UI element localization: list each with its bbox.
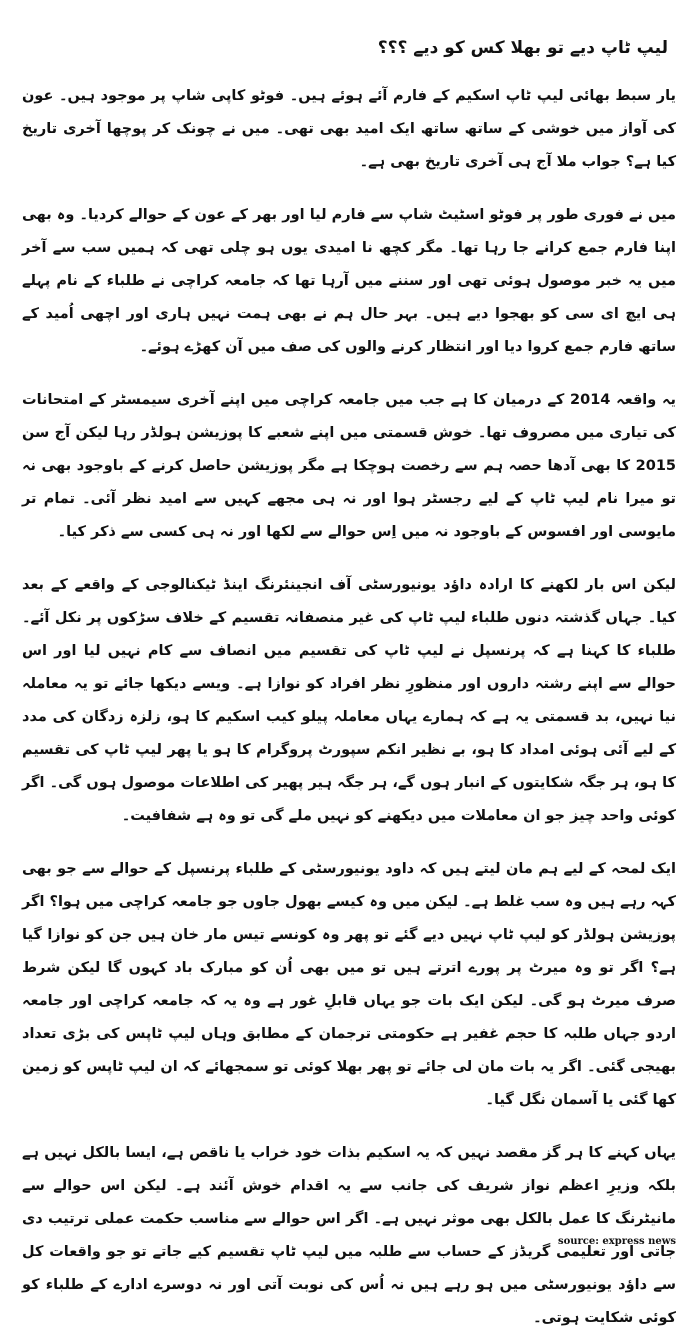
source-credit: source: express news <box>557 1236 676 1247</box>
article-paragraph-2: میں نے فوری طور پر فوٹو اسٹیٹ شاپ سے فارم لیا اور بھر کے عون کے حوالے کردیا۔ وہ بھی اپنا فارم جمع کرانے جا رہا تھا۔ مگر کچھ نا امیدی یوں ہو چلی تھی کہ ہمیں سب سے آخر میں یہ خبر موصول ہوئی تھی اور سننے میں آرہا تھا کہ جامعہ کراچی نے طلباء کے نام پہلے ہی ایچ ای سی کو بھجوا دیے ہیں۔ بہر حال ہم نے بھی ہمت نہیں ہاری اور اچھی اُمید کے ساتھ فارم جمع کروا دیا اور انتظار کرنے والوں کی صف میں آن کھڑے ہوئے۔ <box>22 207 676 355</box>
article-paragraph-3: یہ واقعہ 2014 کے درمیان کا ہے جب میں جامعہ کراچی میں اپنے آخری سیمسٹر کے امتحانات کی تیاری میں مصروف تھا۔ خوش قسمتی میں اپنے شعبے کا پوزیشن ہولڈر رہا لیکن آج سن 2015 کا بھی آدھا حصہ ہم سے رخصت ہوچکا ہے مگر پوزیشن حاصل کرنے کے باوجود بھی نہ تو میرا نام لیپ ٹاپ کے لیے رجسٹر ہوا اور نہ ہی مجھے کہیں سے امید نظر آئی۔ تمام تر مایوسی اور افسوس کے باوجود نہ میں اِس حوالے سے لکھا اور نہ ہی کسی سے ذکر کیا۔ <box>22 392 676 540</box>
article-paragraph-4: لیکن اس بار لکھنے کا ارادہ داؤد یونیورسٹی آف انجینئرنگ اینڈ ٹیکنالوجی کے واقعے کے بعد کیا۔ جہاں گذشتہ دنوں طلباء لیپ ٹاپ کی غیر منصفانہ تقسیم کے خلاف سڑکوں پر نکل آئے۔ طلباء کا کہنا ہے کہ پرنسپل نے لیپ ٹاپ کی تقسیم میں انصاف سے کام نہیں لیا اور اس حوالے سے اپنے رشتہ داروں اور منظورِ نظر افراد کو نوازا ہے۔ ویسے دیکھا جائے تو یہ معاملہ نیا نہیں، بد قسمتی یہ ہے کہ ہمارے یہاں معاملہ پیلو کیب اسکیم کا ہو، زلزہ زدگان کی مدد کے لیے آئی ہوئی امداد کا ہو، بے نظیر انکم سپورٹ پروگرام کا ہو یا پھر لیپ ٹاپ کی تقسیم کا ہو، ہر جگہ شکایتوں کے انبار ہوں گے، ہر جگہ ہیر پھیر کی اطلاعات موصول ہوں گی۔ اگر کوئی واحد چیز جو ان معاملات میں دیکھنے کو نہیں ملے گی تو وہ ہے شفافیت۔ <box>22 577 676 824</box>
article-title: لیپ ٹاپ دیے تو بھلا کس کو دیے ؟؟؟ <box>377 38 668 58</box>
article-paragraph-1: یار سبط بھائی لیپ ٹاپ اسکیم کے فارم آئے ہوئے ہیں۔ فوٹو کاپی شاپ پر موجود ہیں۔ عون کی آواز میں خوشی کے ساتھ ساتھ ایک امید بھی تھی۔ میں نے چونک کر پوچھا آخری تاریخ کیا ہے؟ جواب ملا آج ہی آخری تاریخ بھی ہے۔ <box>22 88 676 170</box>
article-paragraph-5: ایک لمحہ کے لیے ہم مان لیتے ہیں کہ داود یونیورسٹی کے طلباء پرنسپل کے حوالے سے جو بھی کہہ رہے ہیں وہ سب غلط ہے۔ لیکن میں وہ کیسے بھول جاوں جو جامعہ کراچی میں ہوا؟ اگر پوزیشن ہولڈر کو لیپ ٹاپ نہیں دیے گئے تو پھر وہ کونسے تیس مار خان ہیں جن کو نوازا گیا ہے؟ اگر تو وہ میرٹ پر پورے اترتے ہیں تو میں بھی اُن کو مبارک باد کہوں گا لیکن شرط صرف میرٹ ہو گی۔ لیکن ایک بات جو یہاں قابلِ غور ہے وہ یہ کہ جامعہ کراچی اور جامعہ اردو جہاں طلبہ کا حجم غفیر ہے حکومتی ترجمان کے مطابق وہاں لیپ ٹاپس کی بڑی تعداد بھیجی گئی۔ اگر یہ بات مان لی جائے تو پھر بھلا کوئی تو سمجھائے کہ ان لیپ ٹاپس کو زمین کھا گئی یا آسمان نگل گیا۔ <box>22 861 676 1108</box>
article-paragraph-6: یہاں کہنے کا ہر گز مقصد نہیں کہ یہ اسکیم بذات خود خراب یا ناقص ہے، ایسا بالکل نہیں ہے بلکہ وزیرِ اعظم نواز شریف کی جانب سے یہ اقدام خوش آئند ہے۔ لیکن اس حوالے سے مانیٹرنگ کا عمل بالکل بھی موثر نہیں ہے۔ اگر اس حوالے سے مناسب حکمت عملی ترتیب دی جاتی اور تعلیمی گریڈز کے حساب سے طلبہ میں لیپ ٹاپ تقسیم کیے جاتے تو جو واقعات کل سے داؤد یونیورسٹی میں ہو رہے ہیں نہ اُس کی نوبت آتی اور نہ دوسرے ادارے کے طلباء کو کوئی شکایت ہوتی۔ <box>22 1145 676 1326</box>
